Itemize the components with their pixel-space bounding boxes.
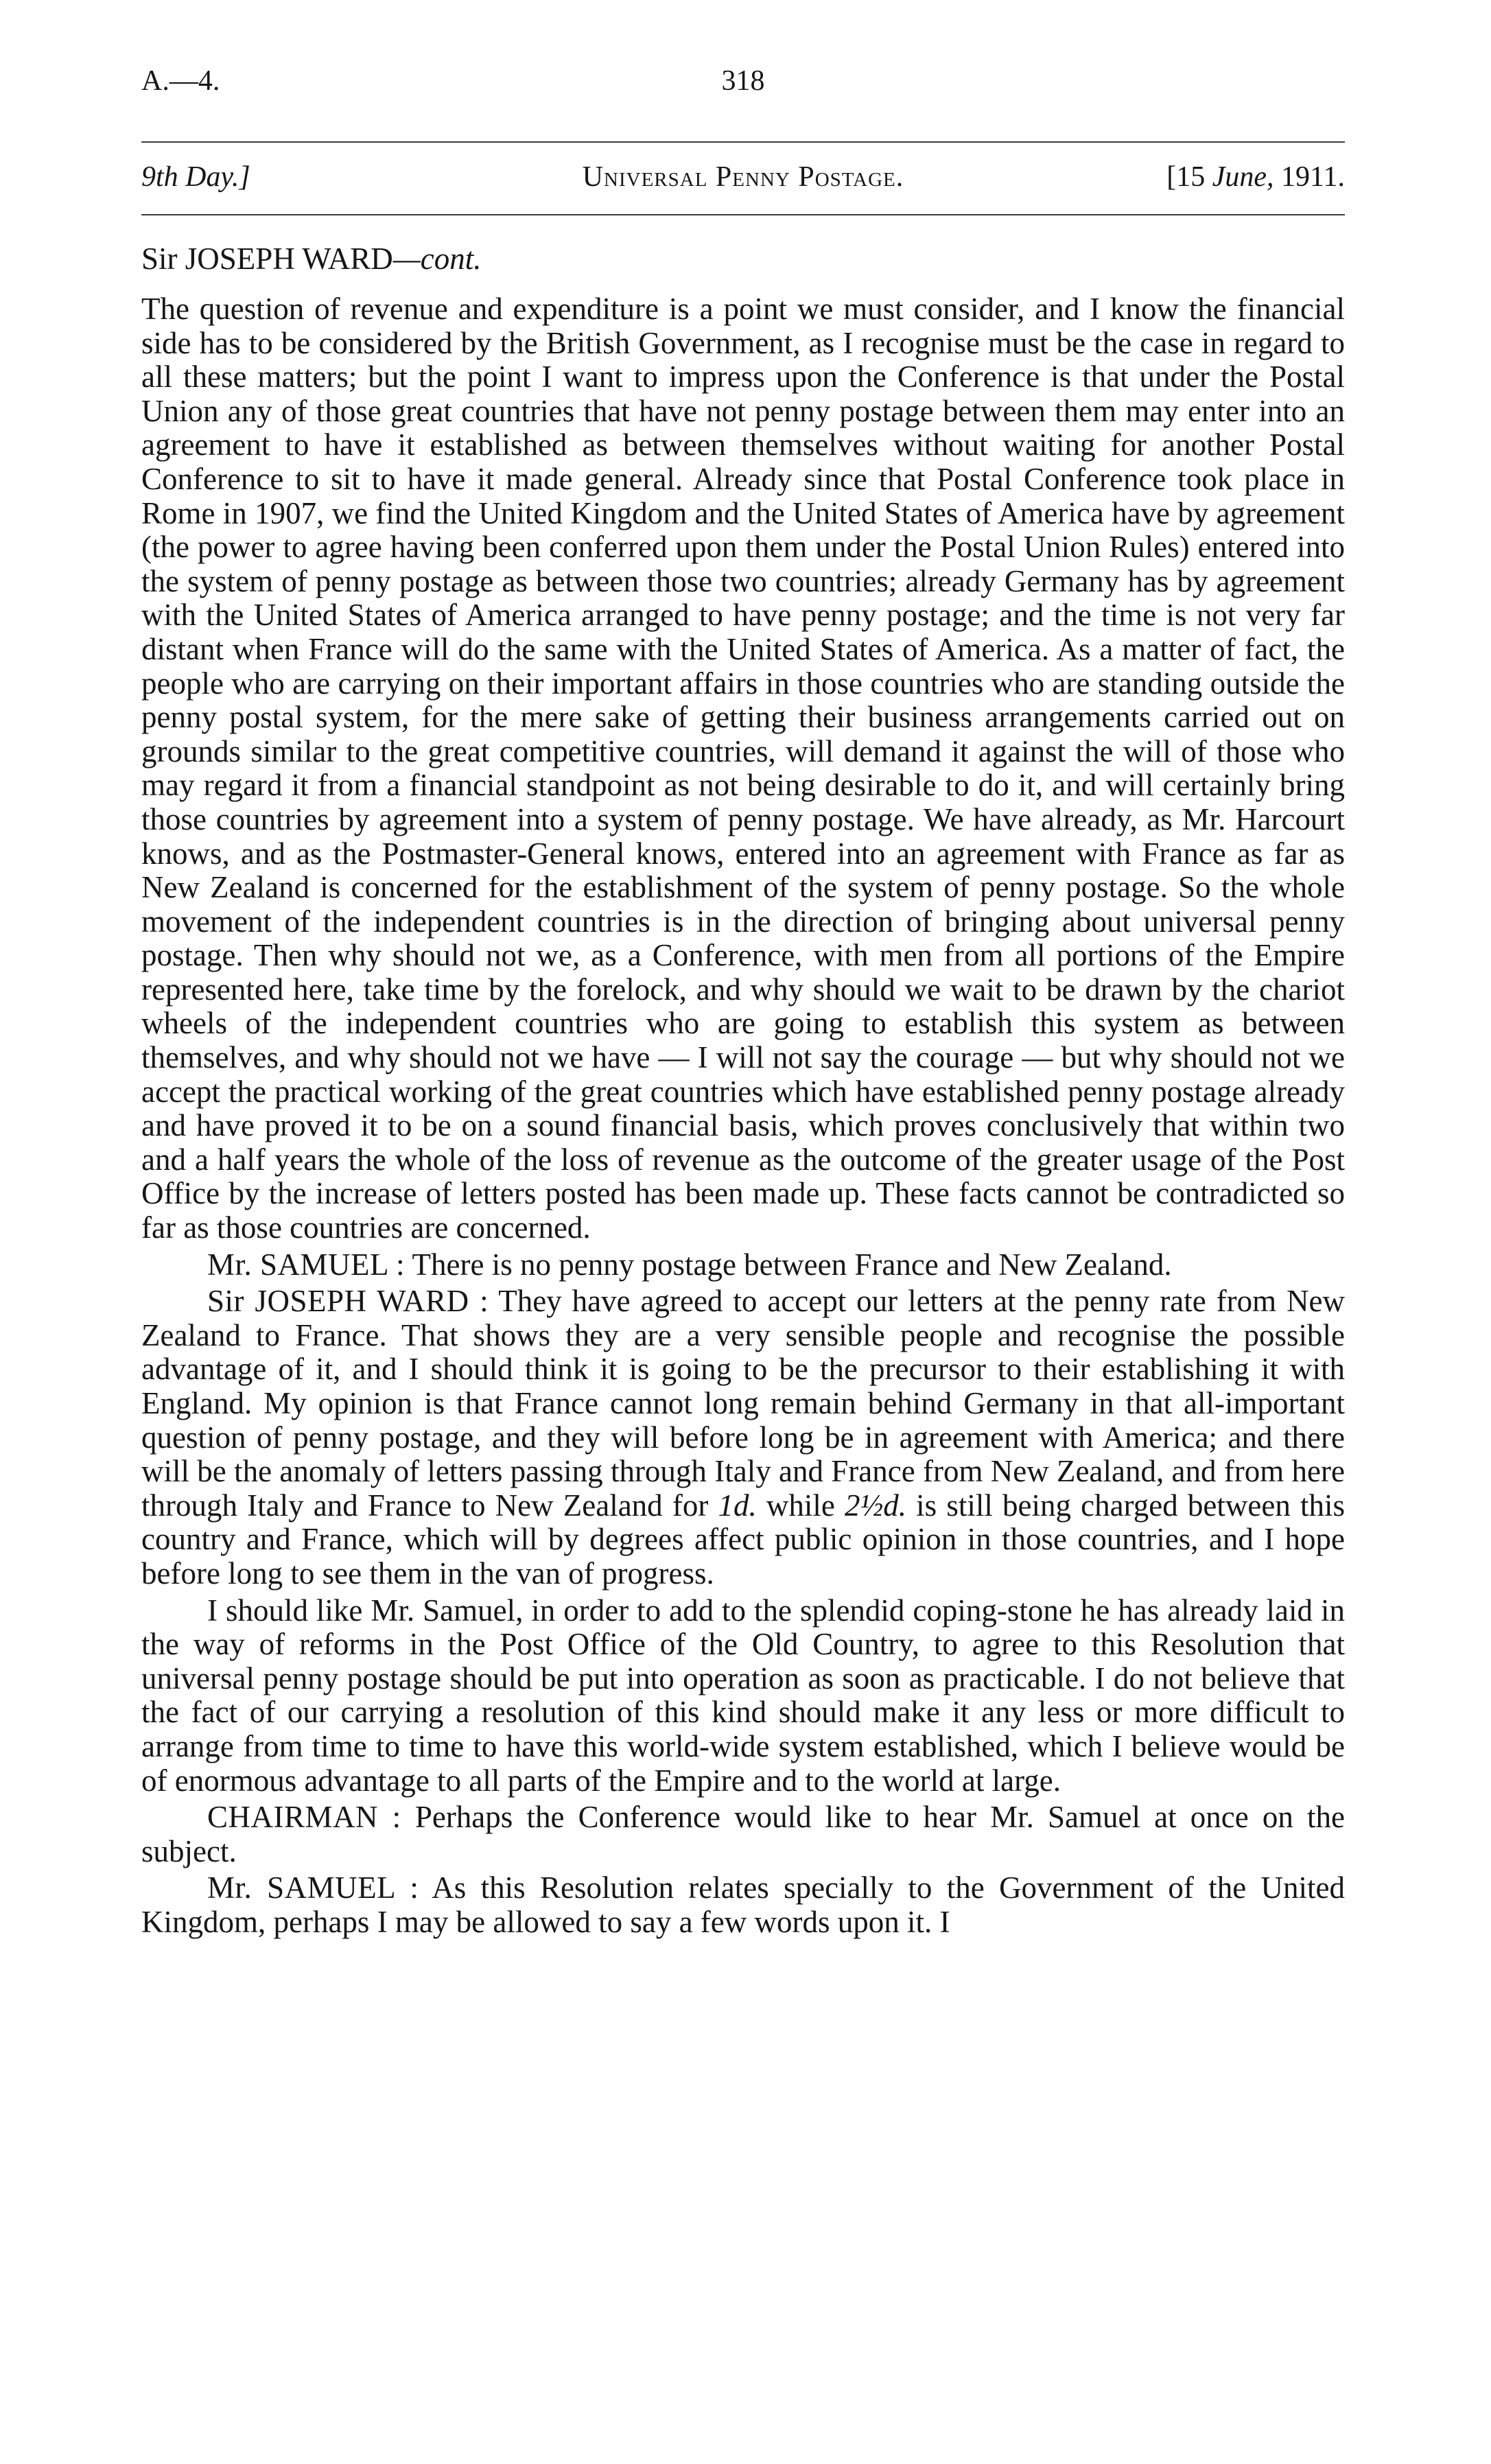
date-month: June, — [1212, 161, 1274, 193]
section-speaker-heading — [141, 240, 482, 277]
running-title: Universal Penny Postage. — [582, 161, 904, 193]
running-date — [1166, 159, 1345, 195]
speaker-label: CHAIRMAN : — [207, 1800, 401, 1835]
day-label: 9th Day.] — [141, 161, 250, 193]
date-year: 1911. — [1273, 161, 1345, 193]
body-text — [141, 292, 1345, 1940]
page-number: 318 — [721, 65, 765, 97]
paragraph-text: The question of revenue and expenditure is a point we must consider, and I know the financial side has to be considered by the British Government, as I recognise must be the case in regard to all these matters; but the point I want to impress upon the Conference is that under the Postal Union any of those great countries that have not penny postage between them may enter into an agreement to have it established as between themselves without waiting for another Postal Conference to sit to have it made general. Already since that Postal Conference took place in Rome in 1907, we find the United Kingdom and the United States of America have by agreement (the power to agree having been conferred upon them under the Postal Union Rules) entered into the system of penny postage as between those two countries; already Germany has by agreement with the United States of America arranged to have penny postage; and the time is not very far distant when France will do the same with the United States of America. As a matter of fact, the people who are carrying on their important affairs in those countries who are standing outside the penny postal system, for the mere sake of getting their business arrangements carried out on grounds similar to the great competitive countries, will demand it against the will of those who may regard it from a financial standpoint as not being desirable to do it, and will certainly bring those countries by agreement into a system of penny postage. We have already, as Mr. Harcourt knows, and as the Postmaster-General knows, entered into an agreement with France as far as New Zealand is concerned for the establishment of the system of penny postage. So the whole movement of the independent countries is in the direction of bringing about universal penny postage. Then why should not we, as a Conference, with men from all portions of the Empire represented here, take time by the forelock, and why should we wait to be drawn by the chariot wheels of the independent countries who are going to establish this system as between themselves, and why should not we have — I will not say the courage — but why should not we accept the practical working of the great countries which have established penny postage already and have proved it to be on a sound financial basis, which proves conclusively that within two and a half years the whole of the loss of revenue as the outcome of the greater usage of the Post Office by the increase of letters posted has been made up. These facts cannot be contradicted so far as those countries are concerned. — [141, 292, 1345, 1245]
paragraph-text: They have agreed to accept our letters at the penny rate from New Zealand to France. That shows they are a very sensible people and recognise the possible advantage of it, and I should think it is going to be the precursor to their establishing it with England. My opinion is that France cannot long remain behind Germany in that all-important question of penny postage, and they will before long be in agreement with America; and there will be the anomaly of letters passing through Italy and France from New Zealand, and from here through Italy and France to New Zealand for — [141, 1284, 1346, 1523]
paragraph — [141, 1594, 1345, 1798]
paragraph-text: Perhaps the Conference would like to hear Mr. Samuel at once on the subject. — [141, 1800, 1345, 1868]
section-cont: —cont. — [392, 242, 482, 276]
document-reference: A.—4. — [141, 65, 220, 97]
speaker-label: Mr. SAMUEL : — [207, 1247, 406, 1282]
paragraph — [141, 1800, 1345, 1868]
paragraph — [141, 1871, 1345, 1939]
paragraph-text: is still being charged between this country and France, which will by degrees affect public opinion in those countries, and I hope before long to see them in the van of progress. — [141, 1488, 1345, 1591]
amount-penny: 1d. — [718, 1488, 757, 1523]
speaker-label: Sir JOSEPH WARD : — [207, 1284, 489, 1319]
paragraph — [141, 1284, 1345, 1591]
section-speaker-name: Sir JOSEPH WARD — [141, 242, 393, 276]
paragraph — [141, 1248, 1345, 1282]
paragraph-text: There is no penny postage between France and New Zealand. — [405, 1247, 1172, 1282]
paragraph-text: while — [756, 1488, 845, 1523]
amount-twopence-halfpenny: 2½d. — [845, 1488, 907, 1523]
paragraph — [141, 292, 1345, 1245]
header-rule-bottom — [141, 214, 1345, 215]
header-rule-top — [141, 141, 1345, 143]
paragraph-text: As this Resolution relates specially to the Government of the United Kingdom, perhaps I may be allowed to say a few words upon it. I — [141, 1870, 1346, 1939]
paragraph-text: I should like Mr. Samuel, in order to add to the splendid coping-stone he has already laid in the way of reforms in the Post Office of the Old Country, to agree to this Resolution that universal penny postage should be put into operation as soon as practicable. I do not believe that the fact of our carrying a resolution of this kind should make it any less or more difficult to arrange from time to time to have this world-wide system established, which I believe would be of enormous advantage to all parts of the Empire and to the world at large. — [141, 1593, 1345, 1798]
date-prefix: [15 — [1166, 161, 1212, 193]
speaker-label: Mr. SAMUEL : — [207, 1870, 419, 1905]
